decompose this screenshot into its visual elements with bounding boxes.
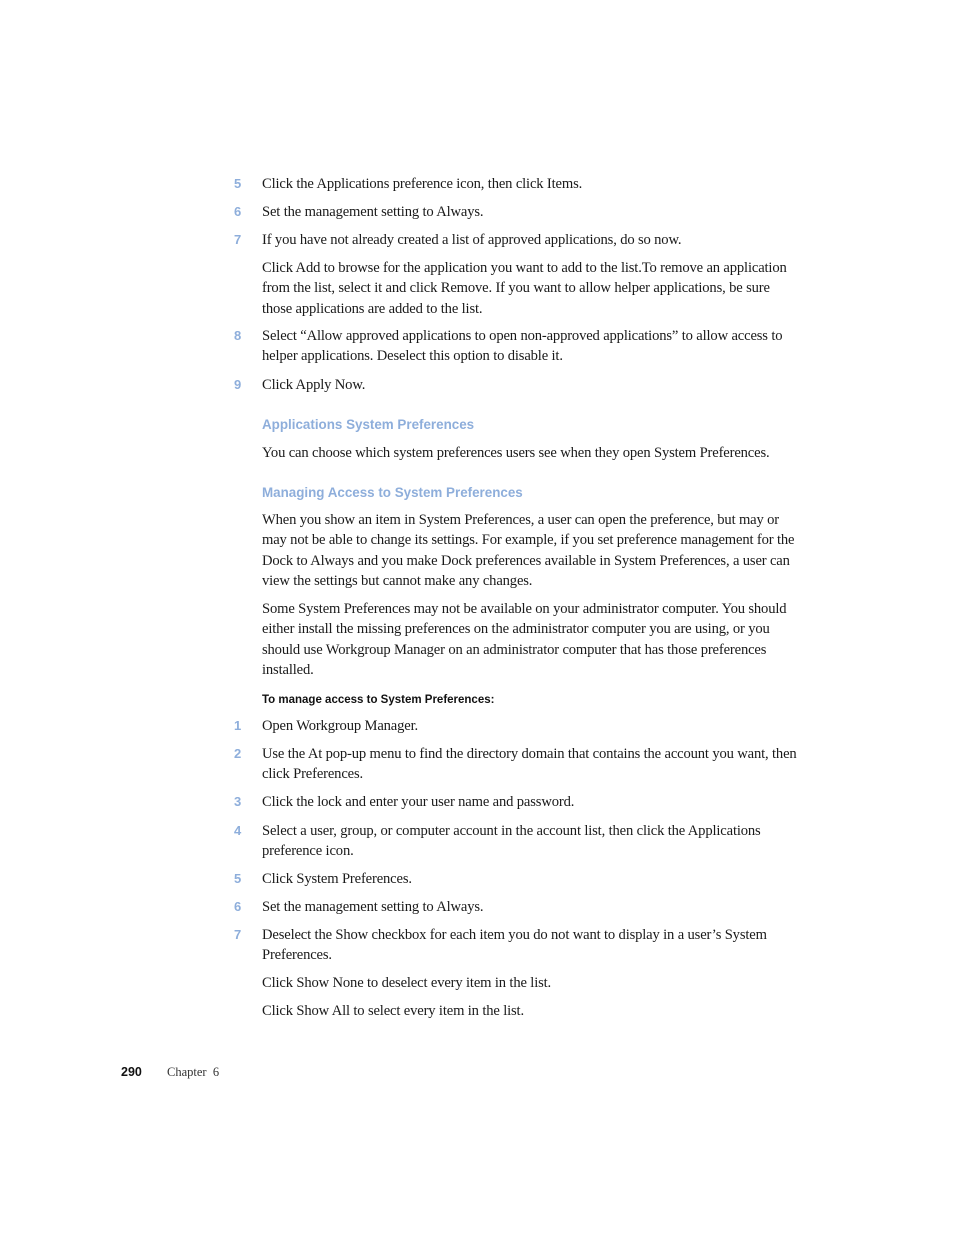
step-text: Set the management setting to Always.	[262, 899, 484, 915]
step-paragraph: Click Add to browse for the application you want to add to the list.To remove an application from the list, select it and click Remove. If you want to allow helper applications, be sure those applications are added to the list.	[262, 260, 787, 317]
step-number: 1	[234, 718, 242, 733]
step-number: 8	[234, 328, 242, 343]
step-text: Click the lock and enter your user name and password.	[262, 794, 575, 810]
step-text: Deselect the Show checkbox for each item you do not want to display in a user’s System Preferences.	[262, 927, 767, 964]
section-heading: Applications System Preferences	[262, 417, 475, 432]
step-number: 4	[234, 823, 242, 838]
chapter-label: Chapter 6	[167, 1065, 220, 1079]
step-text: Select “Allow approved applications to open non-approved applications” to allow access to helper applications. Deselect this option to disable it.	[262, 328, 783, 365]
procedure-title: To manage access to System Preferences:	[262, 694, 495, 706]
step-number: 6	[234, 204, 242, 219]
section-paragraph: Some System Preferences may not be available on your administrator computer. You should either install the missing preferences on the administrator computer you are using, or you should use Workgroup Manager on an administrator computer that has those preferences installed.	[262, 601, 787, 678]
step-text: If you have not already created a list of approved applications, do so now.	[262, 232, 682, 248]
section-body: You can choose which system preferences users see when they open System Preferences.	[262, 445, 770, 461]
step-note: Click Show None to deselect every item in the list.	[262, 975, 552, 991]
step-number: 2	[234, 746, 242, 761]
section-heading: Managing Access to System Preferences	[262, 485, 523, 500]
step-text: Set the management setting to Always.	[262, 204, 484, 220]
step-number: 9	[234, 377, 242, 392]
step-number: 5	[234, 176, 242, 191]
step-text: Use the At pop-up menu to find the directory domain that contains the account you want, then click Preferences.	[262, 746, 797, 783]
step-number: 6	[234, 899, 242, 914]
step-text: Click System Preferences.	[262, 871, 412, 887]
step-text: Select a user, group, or computer account in the account list, then click the Applications preference icon.	[262, 823, 761, 860]
step-note: Click Show All to select every item in the list.	[262, 1003, 524, 1019]
step-text: Click Apply Now.	[262, 377, 366, 393]
step-text: Click the Applications preference icon, then click Items.	[262, 176, 583, 192]
step-text: Open Workgroup Manager.	[262, 718, 419, 734]
step-number: 7	[234, 927, 242, 942]
step-number: 3	[234, 794, 242, 809]
step-number: 7	[234, 232, 242, 247]
section-paragraph: When you show an item in System Preferences, a user can open the preference, but may or may not be able to change its settings. For example, if you set preference management for the Dock to Always and you make Dock preferences available in System Preferences, a user can view the settings but cannot make any changes.	[262, 512, 795, 589]
step-number: 5	[234, 871, 242, 886]
page-number: 290	[121, 1065, 142, 1079]
